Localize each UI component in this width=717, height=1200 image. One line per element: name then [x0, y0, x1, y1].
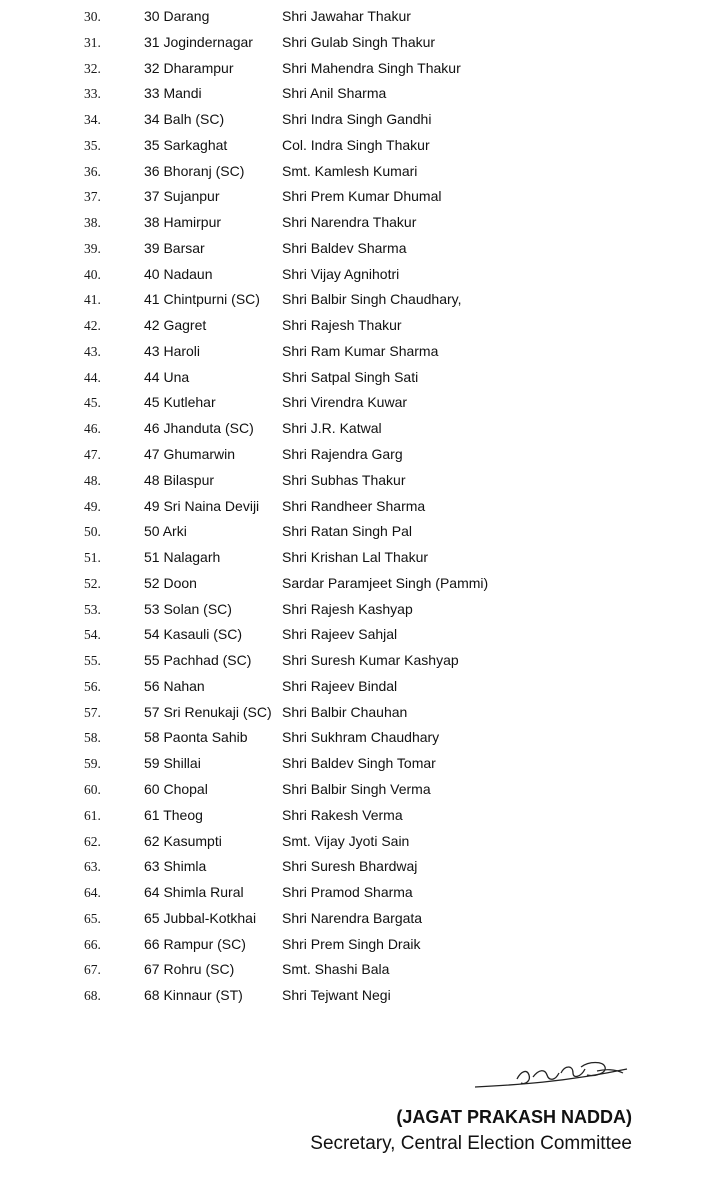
candidate-name: Shri Mahendra Singh Thakur: [282, 59, 461, 76]
constituency-name: 32 Dharampur: [144, 59, 234, 76]
constituency-name: 31 Jogindernagar: [144, 33, 253, 50]
serial-number: 39.: [84, 240, 101, 256]
serial-number: 56.: [84, 678, 101, 694]
serial-number: 40.: [84, 266, 101, 282]
list-item: [0, 56, 717, 82]
list-item: [0, 287, 717, 313]
list-item: [0, 442, 717, 468]
constituency-name: 52 Doon: [144, 574, 197, 591]
constituency-name: 63 Shimla: [144, 858, 207, 875]
candidate-name: Shri Sukhram Chaudhary: [282, 729, 440, 746]
candidate-name: Shri Satpal Singh Sati: [282, 368, 419, 385]
candidate-name: Shri Rajesh Thakur: [282, 317, 402, 334]
list-item: [0, 494, 717, 520]
constituency-name: 56 Nahan: [144, 677, 205, 694]
constituency-name: 50 Arki: [144, 523, 187, 540]
serial-number: 52.: [84, 575, 101, 591]
candidate-name: Shri Jawahar Thakur: [282, 8, 411, 24]
list-item: [0, 700, 717, 726]
list-item: [0, 880, 717, 906]
constituency-name: 38 Hamirpur: [144, 214, 222, 231]
list-item: [0, 957, 717, 983]
list-item: [0, 365, 717, 391]
candidate-name: Shri Narendra Bargata: [282, 909, 423, 926]
list-item: [0, 906, 717, 932]
candidate-name: Shri Rajendra Garg: [282, 446, 403, 463]
list-item: [0, 829, 717, 855]
list-item: [0, 313, 717, 339]
serial-number: 57.: [84, 704, 101, 720]
constituency-name: 46 Jhanduta (SC): [144, 420, 254, 437]
constituency-name: 66 Rampur (SC): [144, 935, 246, 952]
serial-number: 62.: [84, 833, 101, 849]
candidate-name: Shri Gulab Singh Thakur: [282, 33, 436, 50]
candidate-name: Shri Prem Singh Draik: [282, 935, 421, 952]
constituency-name: 51 Nalagarh: [144, 549, 221, 566]
constituency-name: 43 Haroli: [144, 342, 201, 359]
constituency-name: 64 Shimla Rural: [144, 884, 244, 901]
list-item: [0, 803, 717, 829]
candidate-name: Shri Tejwant Negi: [282, 987, 391, 1004]
list-item: [0, 159, 717, 185]
list-item: [0, 597, 717, 623]
signatory-name: (JAGAT PRAKASH NADDA): [396, 1107, 632, 1127]
candidate-name: Shri Narendra Thakur: [282, 214, 417, 231]
serial-number: 50.: [84, 524, 101, 540]
candidate-name: Shri Vijay Agnihotri: [282, 265, 400, 282]
constituency-name: 57 Sri Renukaji (SC): [144, 703, 272, 720]
constituency-name: 42 Gagret: [144, 317, 207, 334]
constituency-name: 48 Bilaspur: [144, 471, 215, 488]
candidate-name: Shri Balbir Singh Chaudhary,: [282, 291, 462, 308]
constituency-name: 55 Pachhad (SC): [144, 652, 252, 669]
constituency-name: 35 Sarkaghat: [144, 136, 228, 153]
candidate-name: Smt. Vijay Jyoti Sain: [282, 832, 410, 849]
constituency-name: 36 Bhoranj (SC): [144, 162, 245, 179]
candidate-name: Shri Virendra Kuwar: [282, 394, 408, 411]
constituency-name: 67 Rohru (SC): [144, 961, 235, 978]
serial-number: 60.: [84, 781, 101, 797]
candidate-name: Shri Rajesh Kashyap: [282, 600, 413, 617]
serial-number: 31.: [84, 34, 101, 50]
constituency-name: 33 Mandi: [144, 85, 202, 102]
list-item: [0, 725, 717, 751]
list-item: [0, 236, 717, 262]
serial-number: 59.: [84, 756, 101, 772]
list-item: [0, 854, 717, 880]
signatory-title: Secretary, Central Election Committee: [310, 1133, 632, 1154]
serial-number: 54.: [84, 627, 101, 643]
serial-number: 49.: [84, 498, 101, 514]
serial-number: 64.: [84, 885, 101, 901]
candidate-name: Shri Rajeev Bindal: [282, 677, 398, 694]
serial-number: 46.: [84, 421, 101, 437]
candidate-name: Shri Rakesh Verma: [282, 806, 403, 823]
candidate-list: [0, 4, 717, 1009]
serial-number: 44.: [84, 369, 101, 385]
list-item: [0, 571, 717, 597]
serial-number: 58.: [84, 730, 101, 746]
list-item: [0, 133, 717, 159]
candidate-name: Shri Rajeev Sahjal: [282, 626, 398, 643]
serial-number: 66.: [84, 936, 101, 952]
serial-number: 41.: [84, 292, 101, 308]
list-item: [0, 622, 717, 648]
handwritten-signature: [455, 1055, 635, 1095]
constituency-name: 59 Shillai: [144, 755, 201, 772]
serial-number: 65.: [84, 910, 101, 926]
list-item: [0, 30, 717, 56]
candidate-name: Smt. Kamlesh Kumari: [282, 162, 418, 179]
list-item: [0, 932, 717, 958]
candidate-name: Shri Krishan Lal Thakur: [282, 549, 429, 566]
serial-number: 47.: [84, 447, 101, 463]
serial-number: 67.: [84, 962, 101, 978]
list-item: [0, 4, 717, 30]
constituency-name: 53 Solan (SC): [144, 600, 232, 617]
constituency-name: 68 Kinnaur (ST): [144, 987, 243, 1004]
serial-number: 36.: [84, 163, 101, 179]
serial-number: 53.: [84, 601, 101, 617]
constituency-name: 40 Nadaun: [144, 265, 213, 282]
serial-number: 55.: [84, 653, 101, 669]
list-item: [0, 648, 717, 674]
candidate-name: Shri Baldev Singh Tomar: [282, 755, 436, 772]
constituency-name: 54 Kasauli (SC): [144, 626, 243, 643]
serial-number: 63.: [84, 859, 101, 875]
constituency-name: 60 Chopal: [144, 780, 208, 797]
serial-number: 61.: [84, 807, 101, 823]
constituency-name: 45 Kutlehar: [144, 394, 216, 411]
serial-number: 68.: [84, 988, 101, 1004]
candidate-name: Shri Indra Singh Gandhi: [282, 111, 432, 128]
candidate-name: Shri Ram Kumar Sharma: [282, 342, 439, 359]
serial-number: 42.: [84, 318, 101, 334]
list-item: [0, 519, 717, 545]
constituency-name: 41 Chintpurni (SC): [144, 291, 260, 308]
list-item: [0, 468, 717, 494]
list-item: [0, 107, 717, 133]
serial-number: 37.: [84, 189, 101, 205]
constituency-name: 61 Theog: [144, 806, 203, 823]
serial-number: 33.: [84, 86, 101, 102]
constituency-name: 37 Sujanpur: [144, 188, 220, 205]
constituency-name: 44 Una: [144, 368, 190, 385]
constituency-name: 58 Paonta Sahib: [144, 729, 248, 746]
constituency-name: 47 Ghumarwin: [144, 446, 236, 463]
serial-number: 34.: [84, 112, 101, 128]
list-item: [0, 262, 717, 288]
list-item: [0, 416, 717, 442]
serial-number: 38.: [84, 215, 101, 231]
list-item: [0, 184, 717, 210]
candidate-name: Shri Suresh Kumar Kashyap: [282, 652, 459, 669]
serial-number: 43.: [84, 343, 101, 359]
constituency-name: 49 Sri Naina Deviji: [144, 497, 260, 514]
constituency-name: 39 Barsar: [144, 239, 205, 256]
serial-number: 48.: [84, 472, 101, 488]
list-item: [0, 983, 717, 1009]
candidate-name: Shri Ratan Singh Pal: [282, 523, 412, 540]
candidate-name: Sardar Paramjeet Singh (Pammi): [282, 574, 489, 591]
candidate-name: Smt. Shashi Bala: [282, 961, 390, 978]
candidate-name: Shri Anil Sharma: [282, 85, 387, 102]
list-item: [0, 81, 717, 107]
candidate-name: Shri Balbir Singh Verma: [282, 780, 431, 797]
list-item: [0, 674, 717, 700]
candidate-name: Shri Suresh Bhardwaj: [282, 858, 418, 875]
list-item: [0, 545, 717, 571]
list-item: [0, 210, 717, 236]
constituency-name: 65 Jubbal-Kotkhai: [144, 909, 257, 926]
candidate-name: Shri Pramod Sharma: [282, 884, 413, 901]
candidate-name: Col. Indra Singh Thakur: [282, 136, 430, 153]
constituency-name: 34 Balh (SC): [144, 111, 225, 128]
serial-number: 32.: [84, 60, 101, 76]
candidate-name: Shri Baldev Sharma: [282, 239, 407, 256]
serial-number: 45.: [84, 395, 101, 411]
list-item: [0, 751, 717, 777]
candidate-name: Shri Subhas Thakur: [282, 471, 406, 488]
serial-number: 30.: [84, 9, 101, 24]
candidate-name: Shri Prem Kumar Dhumal: [282, 188, 442, 205]
list-item: [0, 339, 717, 365]
list-item: [0, 777, 717, 803]
constituency-name: 30 Darang: [144, 8, 210, 24]
constituency-name: 62 Kasumpti: [144, 832, 222, 849]
candidate-name: Shri Randheer Sharma: [282, 497, 426, 514]
candidate-name: Shri J.R. Katwal: [282, 420, 382, 437]
list-item: [0, 390, 717, 416]
serial-number: 51.: [84, 550, 101, 566]
candidate-name: Shri Balbir Chauhan: [282, 703, 408, 720]
serial-number: 35.: [84, 137, 101, 153]
